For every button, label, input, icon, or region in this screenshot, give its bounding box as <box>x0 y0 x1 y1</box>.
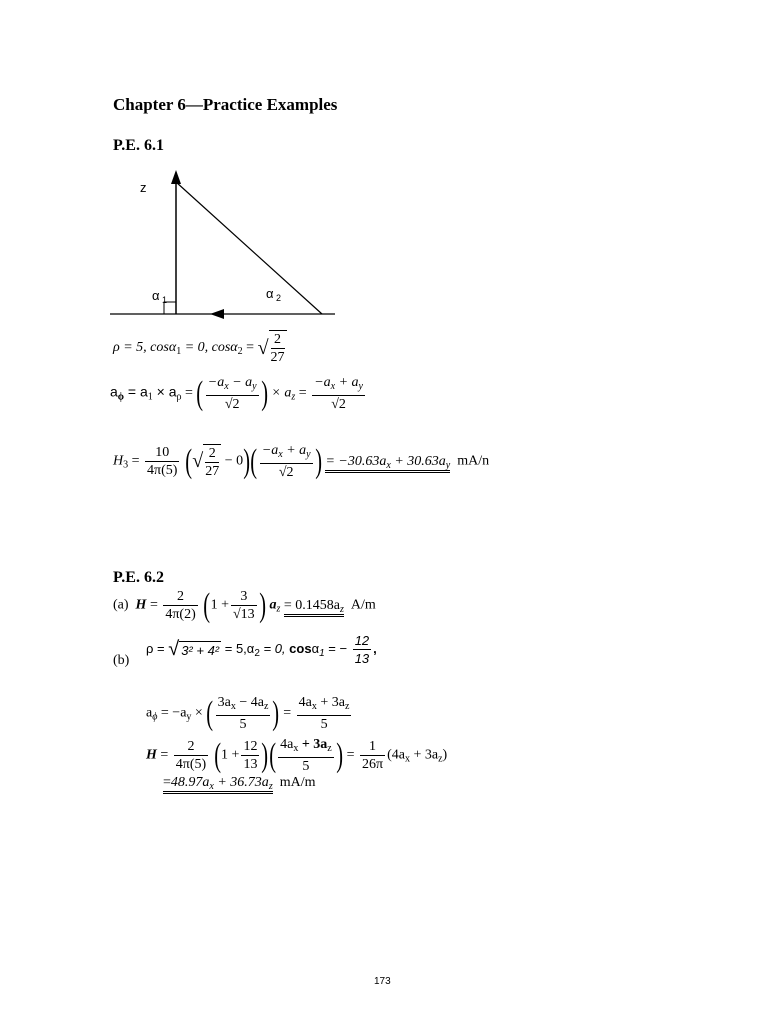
eq-a-phi: $a_\phi = a_1 \times a_\rho$ = ( $\frac{-a_x - a_y}{√2}$ ) × $a_z$ = $\frac{-a_x + a_y}{√2}$ <box>110 374 363 412</box>
hypotenuse-line <box>176 182 322 314</box>
page-number: 173 <box>374 976 391 987</box>
eq-rho-cos: ρ = 5, cosα$_1$ = 0, cosα$_2$ = √ $\frac{2}{27}$ <box>113 332 285 365</box>
alpha2-label: α <box>266 286 274 301</box>
triangle-figure <box>110 160 350 330</box>
alpha1-sub: 1 <box>162 295 168 305</box>
z-axis-arrow-icon <box>171 170 181 184</box>
pe-6-2-heading: P.E. 6.2 <box>113 569 164 586</box>
eq-h3: $H_3$ = $\frac{10}{4\pi(5)}$ (√ $\frac{2}{27}$ − 0)( $\frac{-a_x + a_y}{√2}$ ) = $-30.63a_x + 30.63a_y$ mA/n <box>113 442 490 480</box>
z-label: z <box>140 180 147 195</box>
eq-part-b-result: $=48.97a_x + 36.73a_z$ mA/m <box>163 775 316 792</box>
alpha1-label: α <box>152 288 160 303</box>
eq-part-b-h: H = $\frac{2}{4\pi(5)}$ (1 + $\frac{12}{13}$ )( $\frac{4a_x + 3a_z}{5}$ ) = $\frac{1}{26\pi}$ $(4a_x + 3a_z)$ <box>146 736 448 774</box>
pe-6-1-heading: P.E. 6.1 <box>113 137 164 154</box>
eq-part-a: (a) H = $\frac{2}{4\pi(2)}$ (1 + $\frac{3}{√13}$ ) $a_z = 0.1458a_z$ A/m <box>113 586 376 624</box>
eq-part-b-line1: ρ = √ $3^2 + 4^2 = 5,\alpha_2 = 0$, cosα$_1$ = − $\frac{12}{13}$ , <box>146 633 377 666</box>
alpha2-sub: 2 <box>276 293 282 303</box>
chapter-title: Chapter 6—Practice Examples <box>113 95 338 114</box>
eq-part-b-aphi: $a_\phi = -a_y$ × ( $\frac{3a_x - 4a_z}{5}$ ) = $\frac{4a_x + 3a_z}{5}$ <box>146 694 350 732</box>
current-arrow-icon <box>210 309 224 319</box>
part-b-label: (b) <box>113 653 130 668</box>
